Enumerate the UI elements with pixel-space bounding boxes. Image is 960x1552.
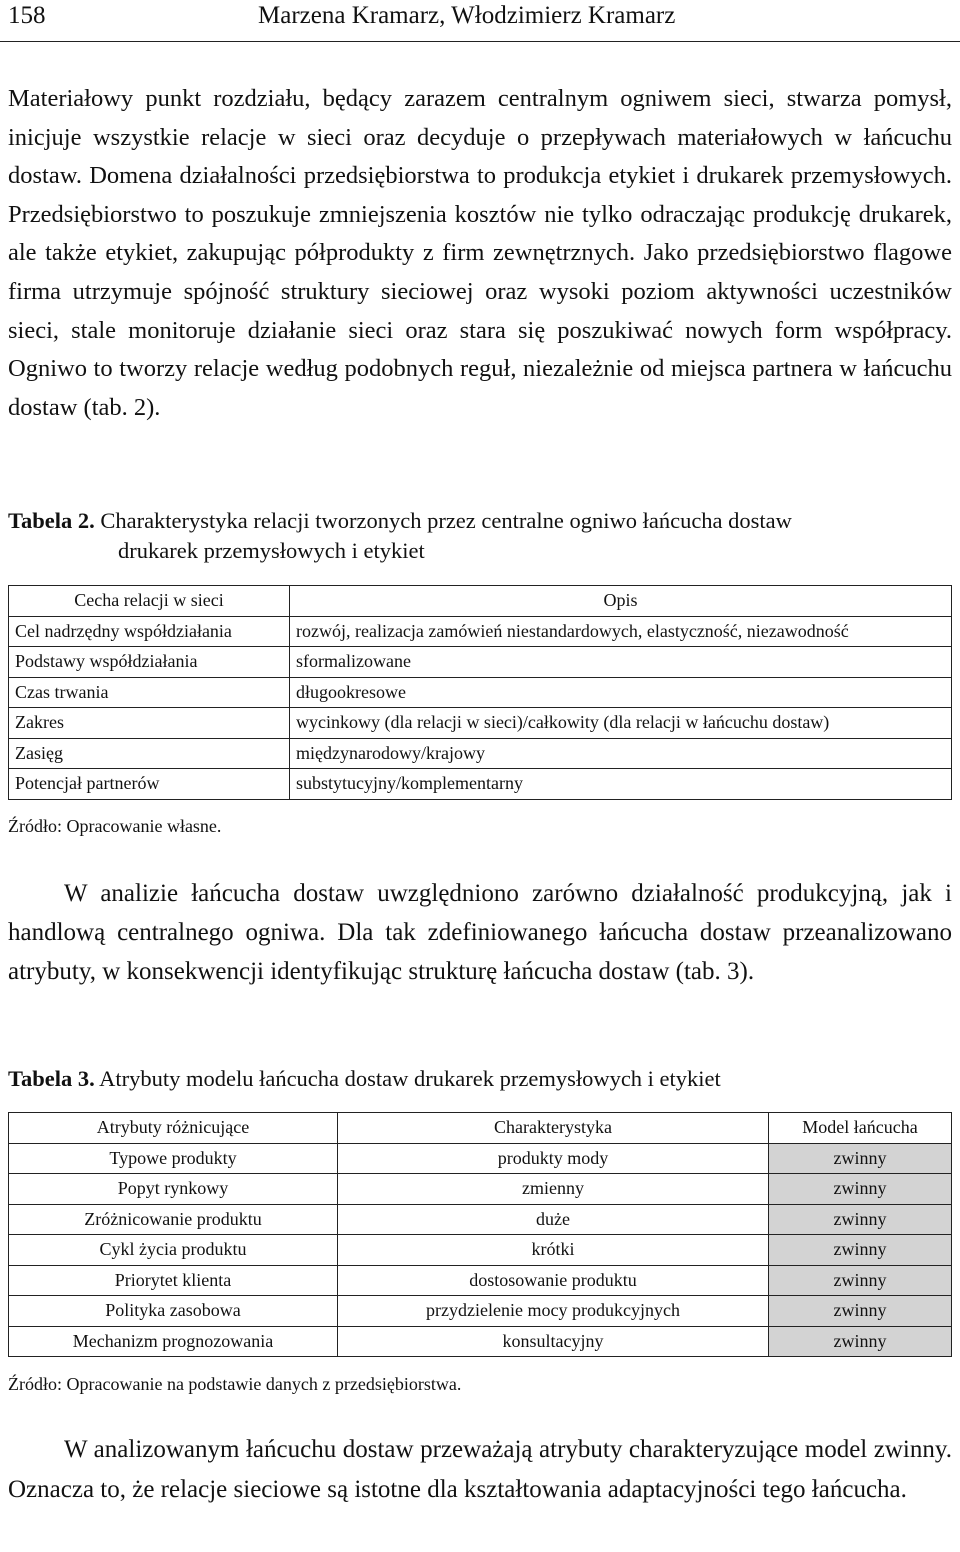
table3-model-cell: zwinny — [769, 1204, 952, 1235]
table3-cell: Zróżnicowanie produktu — [9, 1204, 338, 1235]
table2-title-line1: Charakterystyka relacji tworzonych przez centralne ogniwo łańcucha dostaw — [100, 508, 792, 533]
table3-model-cell: zwinny — [769, 1296, 952, 1327]
table2-caption — [8, 506, 952, 566]
table3-cell: Polityka zasobowa — [9, 1296, 338, 1327]
table2-cell: rozwój, realizacja zamówień niestandardowych, elastyczność, niezawodność — [290, 616, 952, 647]
table3-cell: Cykl życia produktu — [9, 1235, 338, 1266]
table3-cell: konsultacyjny — [338, 1326, 769, 1357]
table3-cell: Typowe produkty — [9, 1143, 338, 1174]
table2-cell: międzynarodowy/krajowy — [290, 738, 952, 769]
table2-cell: długookresowe — [290, 677, 952, 708]
table3-header-cell: Atrybuty różnicujące — [9, 1113, 338, 1144]
table-row — [9, 1235, 952, 1266]
table3-source: Źródło: Opracowanie na podstawie danych z przedsiębiorstwa. — [8, 1374, 462, 1394]
table2-cell: wycinkowy (dla relacji w sieci)/całkowity (dla relacji w łańcuchu dostaw) — [290, 708, 952, 739]
table-row — [9, 738, 952, 769]
table3-header-cell: Charakterystyka — [338, 1113, 769, 1144]
table-row — [9, 647, 952, 678]
table3-cell: zmienny — [338, 1174, 769, 1205]
table3-cell: duże — [338, 1204, 769, 1235]
table3-cell: dostosowanie produktu — [338, 1265, 769, 1296]
table2-cell: Cel nadrzędny współdziałania — [9, 616, 290, 647]
table-row — [9, 616, 952, 647]
table-row — [9, 1143, 952, 1174]
table-row — [9, 1265, 952, 1296]
table3-cell: produkty mody — [338, 1143, 769, 1174]
paragraph-2: W analizie łańcucha dostaw uwzględniono zarówno działalność produkcyjną, jak i handlową centralnego ogniwa. Dla tak zdefiniowanego łańcucha dostaw przeanalizowano atrybuty, w konsekwencji identyfikując strukturę łańcucha dostaw (tab. 3). — [8, 880, 952, 986]
table3-header-row — [9, 1113, 952, 1144]
page-number: 158 — [8, 2, 46, 29]
table2-source: Źródło: Opracowanie własne. — [8, 816, 222, 836]
table-2 — [8, 585, 952, 800]
table-row — [9, 1296, 952, 1327]
table2-cell: Potencjał partnerów — [9, 769, 290, 800]
table3-model-cell: zwinny — [769, 1235, 952, 1266]
table3-model-cell: zwinny — [769, 1143, 952, 1174]
table2-cell: Zakres — [9, 708, 290, 739]
table2-cell: Zasięg — [9, 738, 290, 769]
table2-cell: sformalizowane — [290, 647, 952, 678]
table-3 — [8, 1112, 952, 1357]
table2-cell: Podstawy współdziałania — [9, 647, 290, 678]
table-row — [9, 769, 952, 800]
table3-label: Tabela 3. — [8, 1066, 95, 1091]
table3-cell: Priorytet klienta — [9, 1265, 338, 1296]
page-header — [0, 0, 960, 42]
table2-header-row — [9, 586, 952, 617]
table2-title-line2: drukarek przemysłowych i etykiet — [118, 538, 425, 563]
table2-header-cell: Cecha relacji w sieci — [9, 586, 290, 617]
table-row — [9, 1174, 952, 1205]
table-row — [9, 677, 952, 708]
table3-model-cell: zwinny — [769, 1265, 952, 1296]
table2-label: Tabela 2. — [8, 508, 95, 533]
table2-header-cell: Opis — [290, 586, 952, 617]
running-head: Marzena Kramarz, Włodzimierz Kramarz — [258, 2, 676, 29]
table-row — [9, 708, 952, 739]
table3-caption — [8, 1064, 952, 1094]
table3-cell: Mechanizm prognozowania — [9, 1326, 338, 1357]
table-row — [9, 1326, 952, 1357]
table2-cell: substytucyjny/komplementarny — [290, 769, 952, 800]
table3-cell: przydzielenie mocy produkcyjnych — [338, 1296, 769, 1327]
table2-cell: Czas trwania — [9, 677, 290, 708]
table3-title: Atrybuty modelu łańcucha dostaw drukarek przemysłowych i etykiet — [99, 1066, 721, 1091]
table-row — [9, 1204, 952, 1235]
table3-model-cell: zwinny — [769, 1326, 952, 1357]
paragraph-3: W analizowanym łańcuchu dostaw przeważają atrybuty charakteryzujące model zwinny. Oznacza to, że relacje sieciowe są istotne dla kształtowania adaptacyjności tego łańcucha. — [8, 1436, 952, 1503]
table3-model-cell: zwinny — [769, 1174, 952, 1205]
table3-header-cell: Model łańcucha — [769, 1113, 952, 1144]
paragraph-1: Materiałowy punkt rozdziału, będący zarazem centralnym ogniwem sieci, stwarza pomysł, inicjuje wszystkie relacje w sieci oraz decyduje o przepływach materiałowych w łańcuchu dostaw. Domena działalności przedsiębiorstwa to produkcja etykiet i drukarek przemysłowych. Przedsiębiorstwo to poszukuje zmniejszenia kosztów nie tylko odraczając produkcję drukarek, ale także etykiet, zakupując półprodukty z firm zewnętrznych. Jako przedsiębiorstwo flagowe firma utrzymuje spójność struktury sieciowej oraz wysoki poziom aktywności uczestników sieci, stale monitoruje działanie sieci oraz stara się poszukiwać nowych form współpracy. Ogniwo to tworzy relacje według podobnych reguł, niezależnie od miejsca partnera w łańcuchu dostaw (tab. 2). — [8, 85, 952, 421]
table3-cell: Popyt rynkowy — [9, 1174, 338, 1205]
table3-cell: krótki — [338, 1235, 769, 1266]
